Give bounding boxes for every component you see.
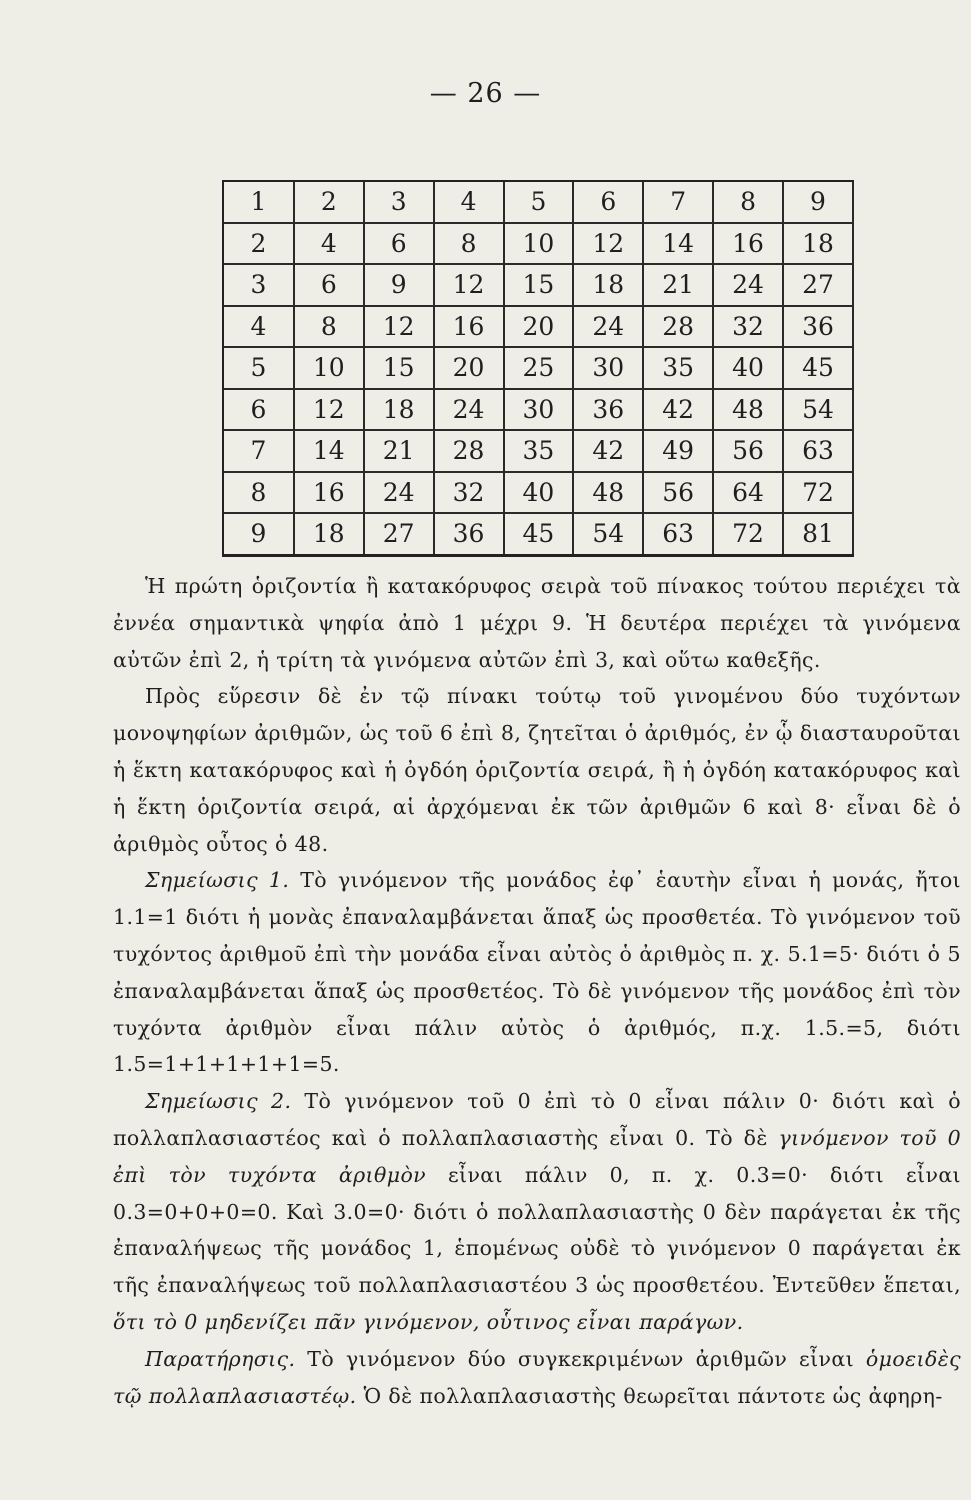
table-cell: 20 — [434, 347, 504, 389]
table-cell: 2 — [224, 223, 294, 265]
table-cell: 10 — [504, 223, 574, 265]
table-cell: 8 — [434, 223, 504, 265]
paragraph-4 — [113, 1083, 961, 1341]
table-cell: 32 — [434, 472, 504, 514]
table-cell: 1 — [224, 182, 294, 223]
table-cell: 36 — [434, 513, 504, 555]
table-cell: 16 — [713, 223, 783, 265]
table-cell: 14 — [294, 430, 364, 472]
table-row — [224, 306, 853, 348]
table-cell: 24 — [573, 306, 643, 348]
table-cell: 7 — [224, 430, 294, 472]
table-cell: 4 — [224, 306, 294, 348]
table-cell: 35 — [504, 430, 574, 472]
table-cell: 20 — [504, 306, 574, 348]
table-cell: 49 — [643, 430, 713, 472]
table-cell: 54 — [573, 513, 643, 555]
table-row — [224, 389, 853, 431]
table-cell: 6 — [224, 389, 294, 431]
table-row — [224, 223, 853, 265]
note-2-text-b: εἶναι πάλιν 0, π. χ. 0.3=0· διότι εἶναι 0.3=0+0+0=0. Καὶ 3.0=0· διότι ὁ πολλαπλασιαστὴς 0 δὲν παράγεται ἐκ τῆς ἐπαναλήψεως τῆς μονάδος 1, ἑπομένως οὐδὲ τὸ γινόμενον 0 παράγεται ἐκ τῆς ἐπαναλήψεως τοῦ πολλαπλασιαστέου 3 ὡς προσθετέου. Ἐντεῦθεν ἕπεται, — [113, 1162, 961, 1298]
observation-italic: ὁμοειδὲς τῷ πολλαπλασιαστέῳ. — [113, 1346, 961, 1408]
table-cell: 24 — [713, 264, 783, 306]
table-cell: 9 — [783, 182, 853, 223]
table-cell: 48 — [573, 472, 643, 514]
note-2-text-a: Τὸ γινόμενον τοῦ 0 ἐπὶ τὸ 0 εἶναι πάλιν 0· διότι καὶ ὁ πολλαπλασιαστέος καὶ ὁ πολλαπλασιαστὴς εἶναι 0. Τὸ δὲ — [113, 1089, 961, 1150]
table-row — [224, 347, 853, 389]
table-cell: 8 — [224, 472, 294, 514]
table-cell: 5 — [224, 347, 294, 389]
table-cell: 18 — [364, 389, 434, 431]
note-2-label: Σημείωσις 2. — [145, 1089, 292, 1114]
table-cell: 21 — [364, 430, 434, 472]
table-cell: 2 — [294, 182, 364, 223]
table-cell: 64 — [713, 472, 783, 514]
table-cell: 18 — [783, 223, 853, 265]
table-cell: 24 — [434, 389, 504, 431]
table-cell: 42 — [573, 430, 643, 472]
table-cell: 21 — [643, 264, 713, 306]
table-cell: 27 — [783, 264, 853, 306]
table-cell: 4 — [434, 182, 504, 223]
page-number: — 26 — — [429, 78, 542, 109]
observation-label: Παρατήρησις. — [145, 1346, 296, 1371]
table-cell: 56 — [713, 430, 783, 472]
table-cell: 8 — [713, 182, 783, 223]
body-text — [113, 568, 961, 1414]
table-cell: 5 — [504, 182, 574, 223]
table-cell: 54 — [783, 389, 853, 431]
table-cell: 4 — [294, 223, 364, 265]
table-cell: 25 — [504, 347, 574, 389]
paragraph-5 — [113, 1341, 961, 1415]
table-cell: 9 — [224, 513, 294, 555]
observation-text-a: Τὸ γινόμενον δύο συγκεκριμένων ἀριθμῶν εἶναι — [295, 1346, 866, 1371]
table-cell: 12 — [294, 389, 364, 431]
table-cell: 7 — [643, 182, 713, 223]
table-cell: 8 — [294, 306, 364, 348]
note-1-text: Τὸ γινόμενον τῆς μονάδος ἐφ᾽ ἑαυτὴν εἶναι ἡ μονάς, ἤτοι 1.1=1 διότι ἡ μονὰς ἐπαναλαμβάνεται ἅπαξ ὡς προσθετέα. Τὸ γινόμενον τοῦ τυχόντος ἀριθμοῦ ἐπὶ τὴν μονάδα εἶναι αὐτὸς ὁ ἀριθμὸς π. χ. 5.1=5· διότι ὁ 5 ἐπαναλαμβάνεται ἅπαξ ὡς προσθετέος. Τὸ δὲ γινόμενον τῆς μονάδος ἐπὶ τὸν τυχόντα ἀριθμὸν εἶναι πάλιν αὐτὸς ὁ ἀριθμός, π.χ. 1.5.=5, διότι 1.5=1+1+1+1+1=5. — [113, 868, 961, 1077]
table-cell: 45 — [504, 513, 574, 555]
table-cell: 72 — [713, 513, 783, 555]
observation-text-b: Ὁ δὲ πολλαπλασιαστὴς θεωρεῖται πάντοτε ὡς ἀφηρη- — [356, 1383, 943, 1408]
table-cell: 40 — [504, 472, 574, 514]
table-cell: 6 — [294, 264, 364, 306]
table-cell: 56 — [643, 472, 713, 514]
table-cell: 81 — [783, 513, 853, 555]
table-body — [224, 182, 853, 555]
paragraph-1: Ἡ πρώτη ὁριζοντία ἢ κατακόρυφος σειρὰ τοῦ πίνακος τούτου περιέχει τὰ ἐννέα σημαντικὰ ψηφία ἀπὸ 1 μέχρι 9. Ἡ δευτέρα περιέχει τὰ γινόμενα αὐτῶν ἐπὶ 2, ἡ τρίτη τὰ γινόμενα αὐτῶν ἐπὶ 3, καὶ οὕτω καθεξῆς. — [113, 574, 961, 672]
multiplication-grid — [224, 182, 854, 557]
table-cell: 15 — [364, 347, 434, 389]
table-cell: 12 — [434, 264, 504, 306]
table-cell: 12 — [364, 306, 434, 348]
table-cell: 9 — [364, 264, 434, 306]
note-2-italic-a: γινόμενον τοῦ 0 ἐπὶ τὸν τυχόντα ἀριθμὸν — [113, 1125, 962, 1187]
table-cell: 35 — [643, 347, 713, 389]
table-cell: 28 — [434, 430, 504, 472]
table-cell: 27 — [364, 513, 434, 555]
table-cell: 48 — [713, 389, 783, 431]
table-row — [224, 513, 853, 555]
table-cell: 6 — [573, 182, 643, 223]
table-cell: 30 — [504, 389, 574, 431]
table-cell: 72 — [783, 472, 853, 514]
table-cell: 42 — [643, 389, 713, 431]
table-cell: 16 — [434, 306, 504, 348]
table-cell: 14 — [643, 223, 713, 265]
table-row — [224, 182, 853, 223]
table-cell: 36 — [783, 306, 853, 348]
paragraph-3 — [113, 862, 961, 1083]
multiplication-table — [222, 180, 854, 557]
table-cell: 40 — [713, 347, 783, 389]
table-cell: 6 — [364, 223, 434, 265]
table-cell: 12 — [573, 223, 643, 265]
table-row — [224, 264, 853, 306]
table-cell: 63 — [783, 430, 853, 472]
table-row — [224, 430, 853, 472]
note-2-italic-b: ὅτι τὸ 0 μηδενίζει πᾶν γινόμενον, οὗτινος εἶναι παράγων. — [113, 1309, 744, 1334]
table-cell: 45 — [783, 347, 853, 389]
table-cell: 3 — [224, 264, 294, 306]
table-cell: 15 — [504, 264, 574, 306]
table-cell: 36 — [573, 389, 643, 431]
table-cell: 24 — [364, 472, 434, 514]
table-cell: 63 — [643, 513, 713, 555]
table-cell: 3 — [364, 182, 434, 223]
table-cell: 28 — [643, 306, 713, 348]
table-row — [224, 472, 853, 514]
table-cell: 16 — [294, 472, 364, 514]
table-cell: 32 — [713, 306, 783, 348]
note-1-label: Σημείωσις 1. — [145, 868, 290, 893]
paragraph-2: Πρὸς εὕρεσιν δὲ ἐν τῷ πίνακι τούτῳ τοῦ γινομένου δύο τυχόντων μονοψηφίων ἀριθμῶν, ὡς τοῦ 6 ἐπὶ 8, ζητεῖται ὁ ἀριθμός, ἐν ᾧ διασταυροῦται ἡ ἕκτη κατακόρυφος καὶ ἡ ὀγδόη ὁριζοντία σειρά, ἢ ἡ ὀγδόη κατακόρυφος καὶ ἡ ἕκτη ὁριζοντία σειρά, αἱ ἀρχόμεναι ἐκ τῶν ἀριθμῶν 6 καὶ 8· εἶναι δὲ ὁ ἀριθμὸς οὗτος ὁ 48. — [113, 684, 961, 856]
table-cell: 10 — [294, 347, 364, 389]
table-cell: 30 — [573, 347, 643, 389]
table-cell: 18 — [294, 513, 364, 555]
table-cell: 18 — [573, 264, 643, 306]
